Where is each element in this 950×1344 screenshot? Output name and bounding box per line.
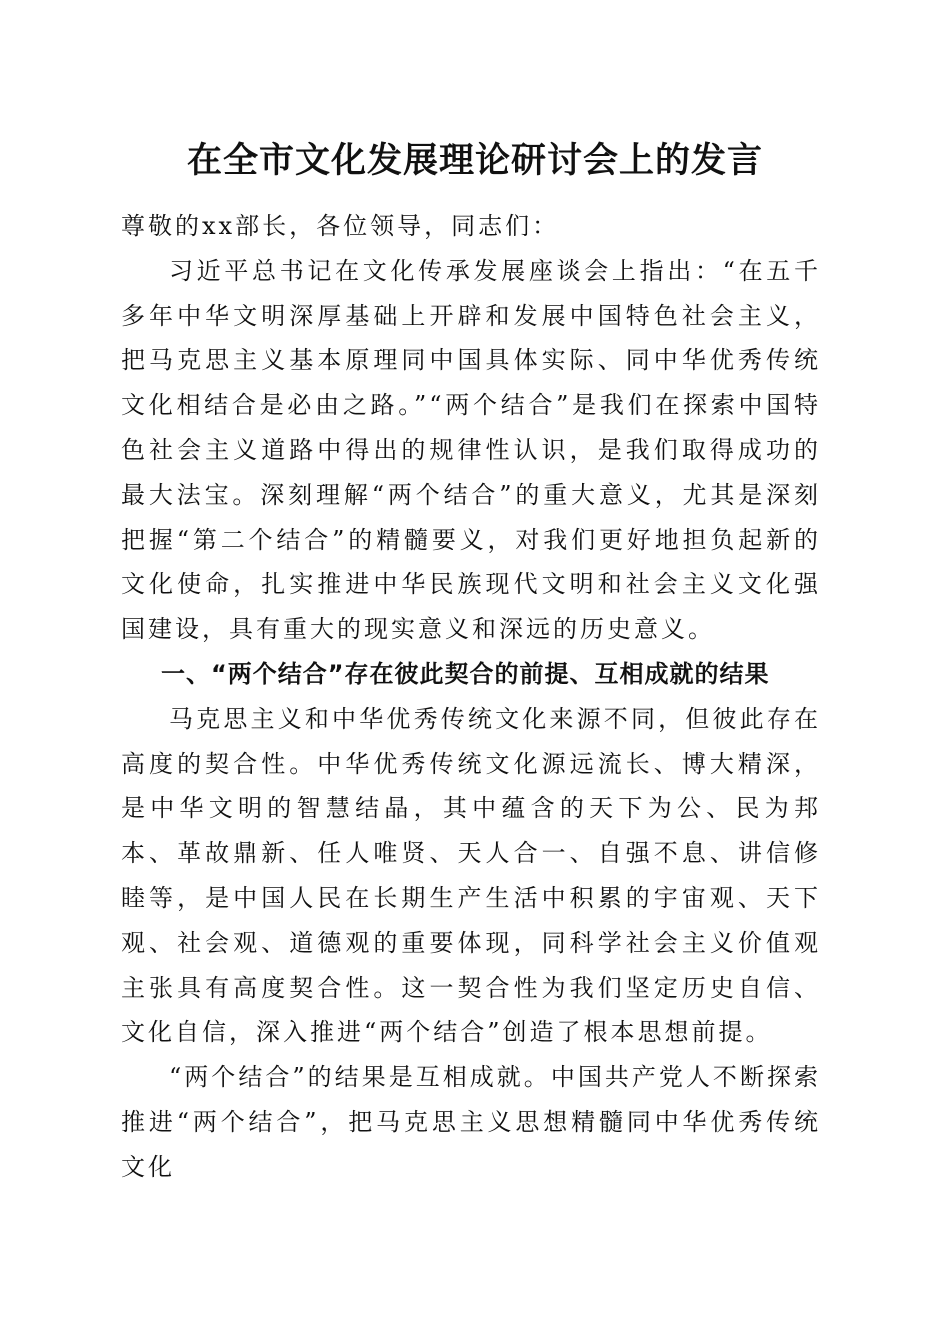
paragraph-intro: 习近平总书记在文化传承发展座谈会上指出：“在五千多年中华文明深厚基础上开辟和发展中国特色社会主义，把马克思主义基本原理同中国具体实际、同中华优秀传统文化相结合是必由之路。”“两个结合”是我们在探索中国特色社会主义道路中得出的规律性认识，是我们取得成功的最大法宝。深刻理解“两个结合”的重大意义，尤其是深刻把握“第二个结合”的精髓要义，对我们更好地担负起新的文化使命，扎实推进中华民族现代文明和社会主义文化强国建设，具有重大的现实意义和深远的历史意义。 (121, 256, 821, 644)
paragraph-compatibility: 马克思主义和中华优秀传统文化来源不同，但彼此存在高度的契合性。中华优秀传统文化源远流长、博大精深，是中华文明的智慧结晶，其中蕴含的天下为公、民为邦本、革故鼎新、任人唯贤、天人合一、自强不息、讲信修睦等，是中国人民在长期生产生活中积累的宇宙观、天下观、社会观、道德观的重要体现，同科学社会主义价值观主张具有高度契合性。这一契合性为我们坚定历史自信、文化自信，深入推进“两个结合”创造了根本思想前提。 (121, 704, 821, 1047)
salutation: 尊敬的xx部长，各位领导，同志们： (121, 212, 560, 240)
section-heading-1: 一、“两个结合”存在彼此契合的前提、互相成就的结果 (161, 659, 770, 688)
document-body (121, 204, 821, 1190)
paragraph-mutual-achievement: “两个结合”的结果是互相成就。中国共产党人不断探索推进“两个结合”，把马克思主义思想精髓同中华优秀传统文化 (121, 1063, 821, 1181)
document-title: 在全市文化发展理论研讨会上的发言 (186, 140, 763, 181)
